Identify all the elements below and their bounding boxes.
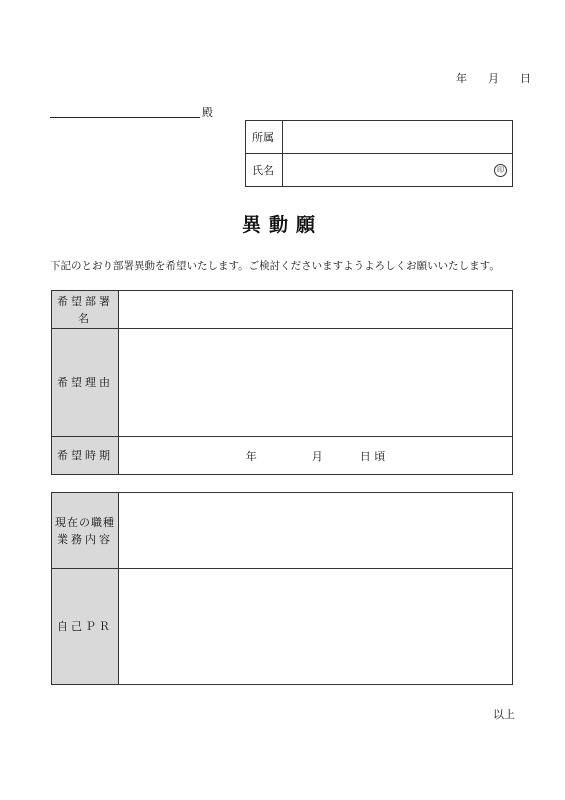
period-label: 希望時期: [52, 437, 119, 475]
current-job-label-line2: 業務内容: [57, 532, 113, 546]
document-title: 異動願: [241, 214, 323, 236]
date-line: [456, 70, 531, 86]
period-month: 月: [311, 449, 323, 463]
self-pr-row: [52, 569, 513, 685]
period-field[interactable]: [119, 437, 513, 475]
self-pr-label: 自己ＰＲ: [52, 569, 119, 685]
period-row: [52, 437, 513, 475]
period-approx: 頃: [374, 449, 386, 463]
desired-department-label: 希望部署名: [52, 291, 119, 329]
seal-icon: 印: [494, 164, 507, 177]
affiliation-row: [246, 121, 513, 154]
current-job-label-line1: 現在の職種: [55, 515, 115, 529]
desired-department-field[interactable]: [119, 291, 513, 329]
name-field[interactable]: [283, 154, 513, 187]
profile-table: [51, 492, 513, 685]
affiliation-label: 所属: [246, 121, 283, 154]
name-label: 氏名: [246, 154, 283, 187]
name-row: [246, 154, 513, 187]
current-job-field[interactable]: [119, 493, 513, 569]
current-job-label: [52, 493, 119, 569]
reason-row: [52, 329, 513, 437]
reason-label: 希望理由: [52, 329, 119, 437]
desired-department-row: [52, 291, 513, 329]
current-job-row: [52, 493, 513, 569]
self-pr-field[interactable]: [119, 569, 513, 685]
affiliation-field[interactable]: [283, 121, 513, 154]
addressee-field[interactable]: [50, 117, 200, 118]
applicant-table: [245, 120, 513, 187]
date-day: 日: [520, 72, 531, 85]
period-year: 年: [245, 449, 257, 463]
period-day: 日: [359, 449, 371, 463]
reason-field[interactable]: [119, 329, 513, 437]
date-month: 月: [488, 72, 499, 85]
intro-text: 下記のとおり部署異動を希望いたします。ご検討くださいますようよろしくお願いいたします。: [50, 260, 500, 272]
addressee-suffix: 殿: [202, 106, 213, 119]
request-table: [51, 290, 513, 475]
closing-text: 以上: [493, 708, 515, 721]
date-year: 年: [456, 72, 467, 85]
